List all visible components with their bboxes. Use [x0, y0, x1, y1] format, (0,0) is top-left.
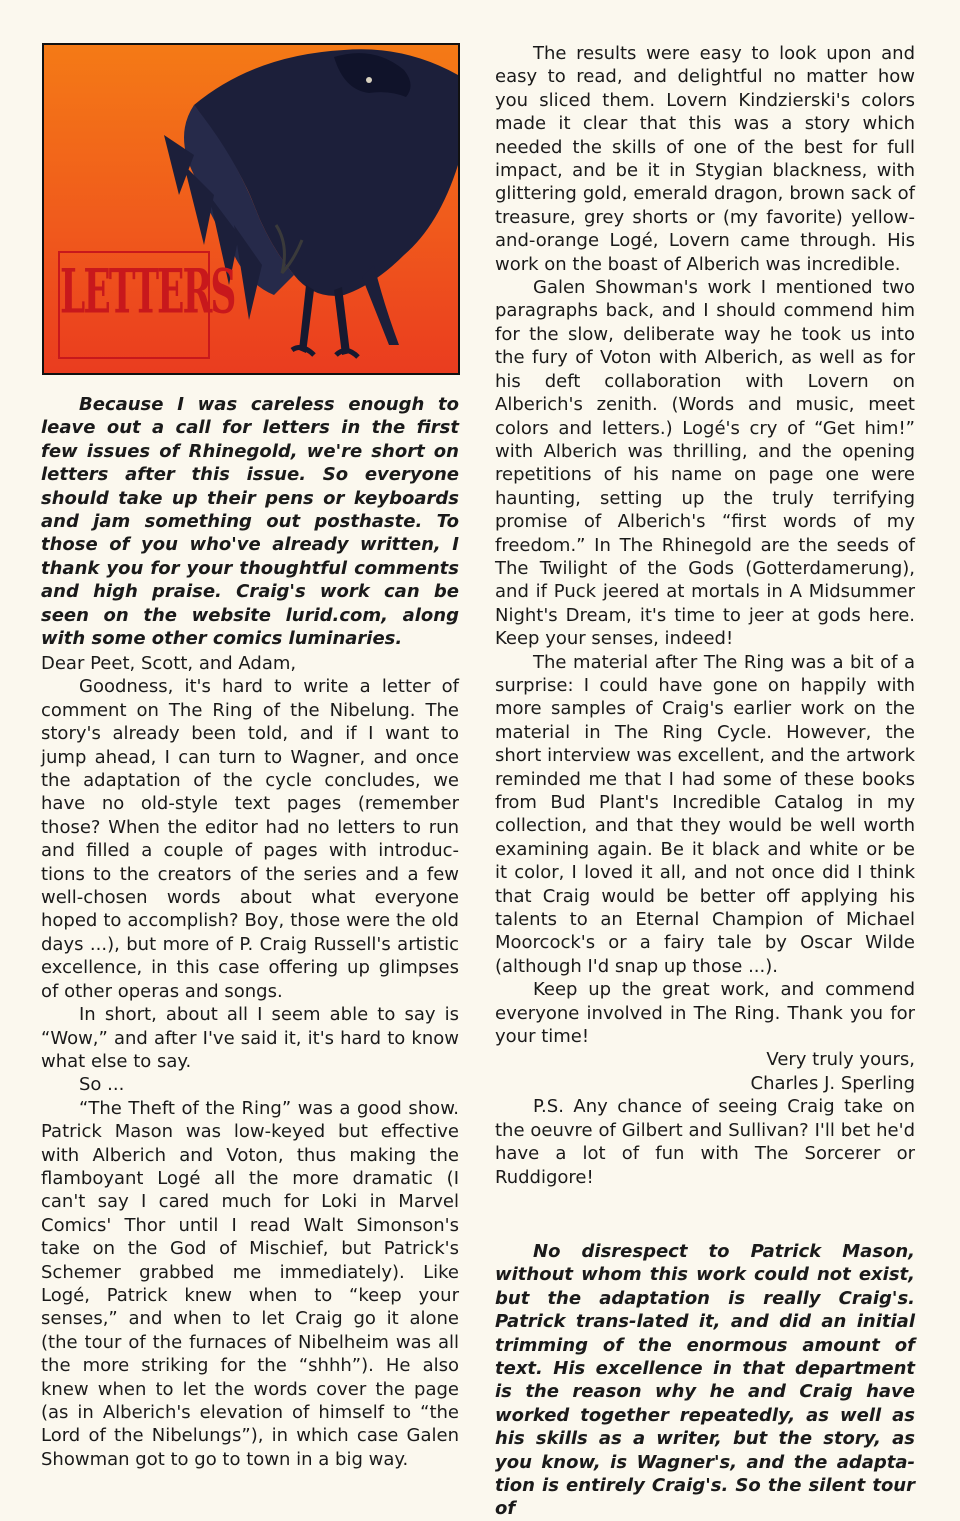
letter-paragraph-6: Galen Showman's work I mentioned two paragraphs back, and I should commend him for the slow, deliberate way he took us into the fury of Voton with Alberich, as well as for his deft collaboration with Lovern on Alberich's zenith. (Words and music, meet colors and letters.) Logé's cry of “Get him!” with Alberich was thrilling, and the opening repetitions of his name on page one were haunting, setting up the truly terrifying promise of Alberich's “first words of my freedom.” In The Rhinegold are the seeds of The Twilight of the Gods (Gotterdamerung), and if Puck jeered at mortals in A Midsummer Night's Dream, it's time to jeer at gods here. Keep your senses, indeed! [495, 277, 915, 650]
letter-paragraph-7: The material after The Ring was a bit of a surprise: I could have gone on happily with more samples of Craig's earlier work on the material in The Ring Cycle. However, the short interview was excellent, and the artwork reminded me that I had some of these books from Bud Plant's Incredible Catalog in my collection, and that they would be well worth examining again. Be it black and white or be it color, I loved it all, and not once did I think that Craig would be better off applying his talents to an Eternal Champion of Michael Moorcock's or a fairy tale by Oscar Wilde (although I'd snap up those ...). [495, 651, 915, 977]
letters-logo-box [58, 251, 235, 359]
letter-paragraph-1: Goodness, it's hard to write a letter of comment on The Ring of the Nibelung. The story's already been told, and if I want to jump ahead, I can turn to Wagner, and once the adaptation of the cycle concludes, we have no old-style text pages (remember those? When the editor had no letters to run and filled a couple of pages with introduc-tions to the creators of the series and a few well-chosen words about what everyone hoped to accomplish? Boy, those were the old days ...), but more of P. Craig Russell's artistic excellence, in this case offering up glimpses of other operas and songs. [41, 676, 459, 1002]
editor-intro: Because I was careless enough to leave out a call for letters in the first few issues of Rhinegold, we're short on letters after this issue. So everyone should take up their pens or keyboards and jam something out posthaste. To those of you who've already written, I thank you for your thoughtful comments and high praise. Craig's work can be seen on the website lurid.com, along with some other comics luminaries. [41, 394, 459, 650]
letter-signature: Charles J. Sperling [750, 1072, 915, 1094]
letters-logo: LETTERS [60, 256, 235, 328]
letter-paragraph-3: So ... [79, 1074, 125, 1096]
letter-closing: Very truly yours, [766, 1049, 915, 1071]
letter-paragraph-2: In short, about all I seem able to say is “Wow,” and after I've said it, it's hard to know what else to say. [41, 1004, 459, 1072]
reader-letter-part-2 [495, 42, 915, 1189]
reader-letter-part-1 [41, 652, 459, 1471]
letter-paragraph-8: Keep up the great work, and commend everyone involved in The Ring. Thank you for your time! [495, 979, 915, 1048]
letter-paragraph-4: “The Theft of the Ring” was a good show. Patrick Mason was low-keyed but effective with Alberich and Voton, thus making the flamboyant Logé all the more dramatic (I can't say I cared much for Loki in Marvel Comics' Thor until I read Walt Simonson's take on the God of Mischief, but Patrick's Schemer grabbed me immediately). Like Logé, Patrick knew when to “keep your senses,” and when to let Craig go it alone (the tour of the furnaces of Nibelheim was all the more striking for the “shhh”). He also knew when to let the words cover the page (as in Alberich's elevation of himself to “the Lord of the Nibelungs”), in which case Galen Showman got to go to town in a big way. [41, 1097, 459, 1470]
letters-header-art [42, 43, 460, 375]
editor-reply: No disrespect to Patrick Mason, without whom this work could not exist, but the adaptation is really Craig's. Patrick trans-lated it, and did an initial trimming of the enormous amount of text. His excellence in that department is the reason why he and Craig have worked together repeatedly, as well as his skills as a writer, but the story, as you know, is Wagner's, and the adapta-tion is entirely Craig's. So the silent tour of [495, 1241, 915, 1520]
letter-postscript: P.S. Any chance of seeing Craig take on the oeuvre of Gilbert and Sullivan? I'll bet he'd have a lot of fun with The Sorcerer or Ruddigore! [495, 1096, 915, 1188]
letter-paragraph-5: The results were easy to look upon and easy to read, and delightful no matter how you sliced them. Lovern Kindzierski's colors made it clear that this was a story which needed the skills of one of the best for full impact, and be it in Stygian blackness, with glittering gold, emerald dragon, brown sack of treasure, grey shorts or (my favorite) yellow-and-orange Logé, Lovern came through. His work on the boast of Alberich was incredible. [495, 43, 915, 275]
letter-salutation: Dear Peet, Scott, and Adam, [41, 653, 297, 674]
